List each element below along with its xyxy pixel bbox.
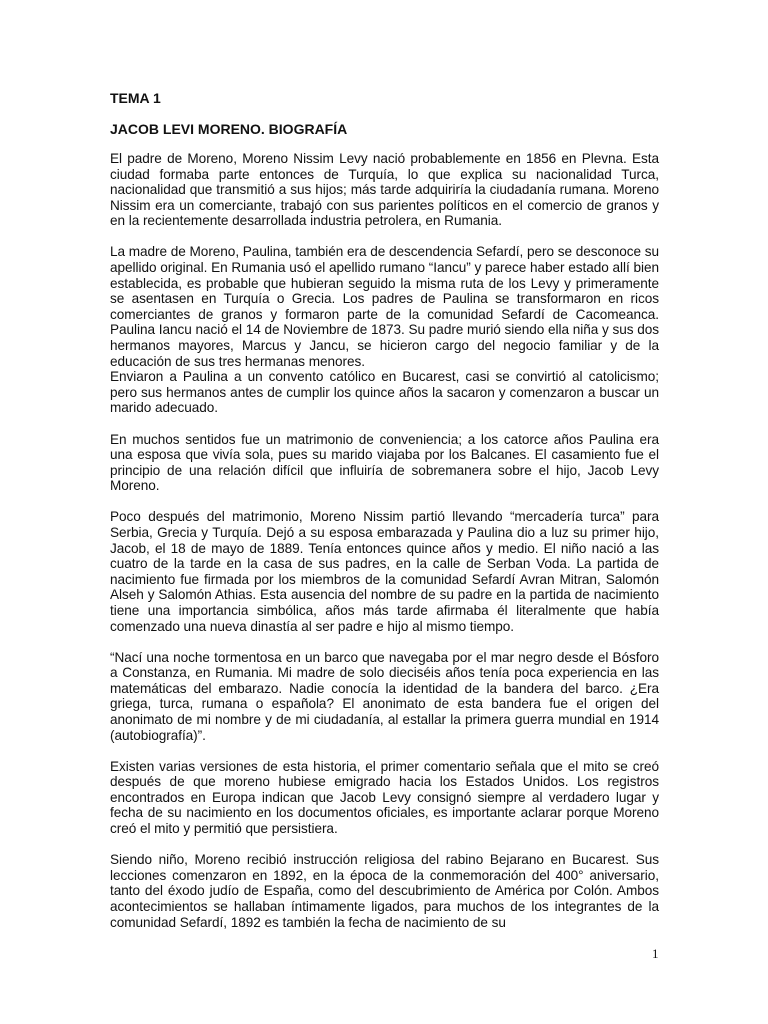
paragraph-birth: Poco después del matrimonio, Moreno Nissim partió llevando “mercadería turca” para Serbia, Grecia y Turquía. Dejó a su esposa embarazada y Paulina dio a luz su primer hijo, Jacob, el 18 de mayo de 1889. Tenía entonces quince años y medio. El niño nació a las cuatro de la tarde en la casa de sus padres, en la calle de Serban Voda. La partida de nacimiento fue firmada por los miembros de la comunidad Sefardí Avran Mitran, Salomón Alseh y Salomón Athias. Esta ausencia del nombre de su padre en la partida de nacimiento tiene una importancia simbólica, años más tarde afirmaba él literalmente que había comenzado una nueva dinastía al ser padre e hijo al mismo tiempo. xyxy=(110,509,659,634)
paragraph-marriage: En muchos sentidos fue un matrimonio de conveniencia; a los catorce años Paulina era una esposa que vivía sola, pues su marido viajaba por los Balcanes. El casamiento fue el principio de una relación difícil que influiría de sobremanera sobre el hijo, Jacob Levy Moreno. xyxy=(110,431,659,494)
topic-label: TEMA 1 xyxy=(110,90,161,106)
page-title: JACOB LEVI MORENO. BIOGRAFÍA xyxy=(110,121,348,137)
page-number: 1 xyxy=(652,946,659,961)
paragraph-mother: La madre de Moreno, Paulina, también era de descendencia Sefardí, pero se desconoce su apellido original. En Rumania usó el apellido rumano “Iancu” y parece haber estado allí bien establecida, es probable que hubieran seguido la misma ruta de los Levy y primeramente se asentasen en Turquía o Grecia. Los padres de Paulina se transformaron en ricos comerciantes de granos y formaron parte de la comunidad Sefardí de Cacomeanca. Paulina Iancu nació el 14 de Noviembre de 1873. Su padre murió siendo ella niña y sus dos hermanos mayores, Marcus y Jancu, se hicieron cargo del negocio familiar y de la educación de sus tres hermanas menores. xyxy=(110,244,659,369)
page-body xyxy=(110,84,659,946)
paragraph-versions: Existen varias versiones de esta historia, el primer comentario señala que el mito se creó después de que moreno hubiese emigrado hacia los Estados Unidos. Los registros encontrados en Europa indican que Jacob Levy consignó siempre al verdadero lugar y fecha de su nacimiento en los documentos oficiales, es importante aclarar porque Moreno creó el mito y permitió que persistiera. xyxy=(110,758,659,837)
paragraph-father: El padre de Moreno, Moreno Nissim Levy nació probablemente en 1856 en Plevna. Esta ciudad formaba parte entonces de Turquía, lo que explica su nacionalidad Turca, nacionalidad que transmitió a sus hijos; más tarde adquiriría la ciudadanía rumana. Moreno Nissim era un comerciante, trabajó con sus parientes políticos en el comercio de granos y en la recientemente desarrollada industria petrolera, en Rumania. xyxy=(110,151,659,229)
paragraph-convent: Enviaron a Paulina a un convento católico en Bucarest, casi se convirtió al catolicismo; pero sus hermanos antes de cumplir los quince años la sacaron y comenzaron a buscar un marido adecuado. xyxy=(110,369,659,416)
paragraph-quote: “Nací una noche tormentosa en un barco que navegaba por el mar negro desde el Bósforo a Constanza, en Rumania. Mi madre de solo dieciséis años tenía poca experiencia en las matemáticas del embarazo. Nadie conocía la identidad de la bandera del barco. ¿Era griega, turca, rumana o española? El anonimato de esta bandera fue el origen del anonimato de mi nombre y de mi ciudadanía, al estallar la primera guerra mundial en 1914 (autobiografía)”. xyxy=(110,649,659,743)
paragraph-childhood: Siendo niño, Moreno recibió instrucción religiosa del rabino Bejarano en Bucarest. Sus lecciones comenzaron en 1892, en la época de la conmemoración del 400° aniversario, tanto del éxodo judío de España, como del descubrimiento de América por Colón. Ambos acontecimientos se hallaban íntimamente ligados, para muchos de los integrantes de la comunidad Sefardí, 1892 es también la fecha de nacimiento de su xyxy=(110,852,659,930)
